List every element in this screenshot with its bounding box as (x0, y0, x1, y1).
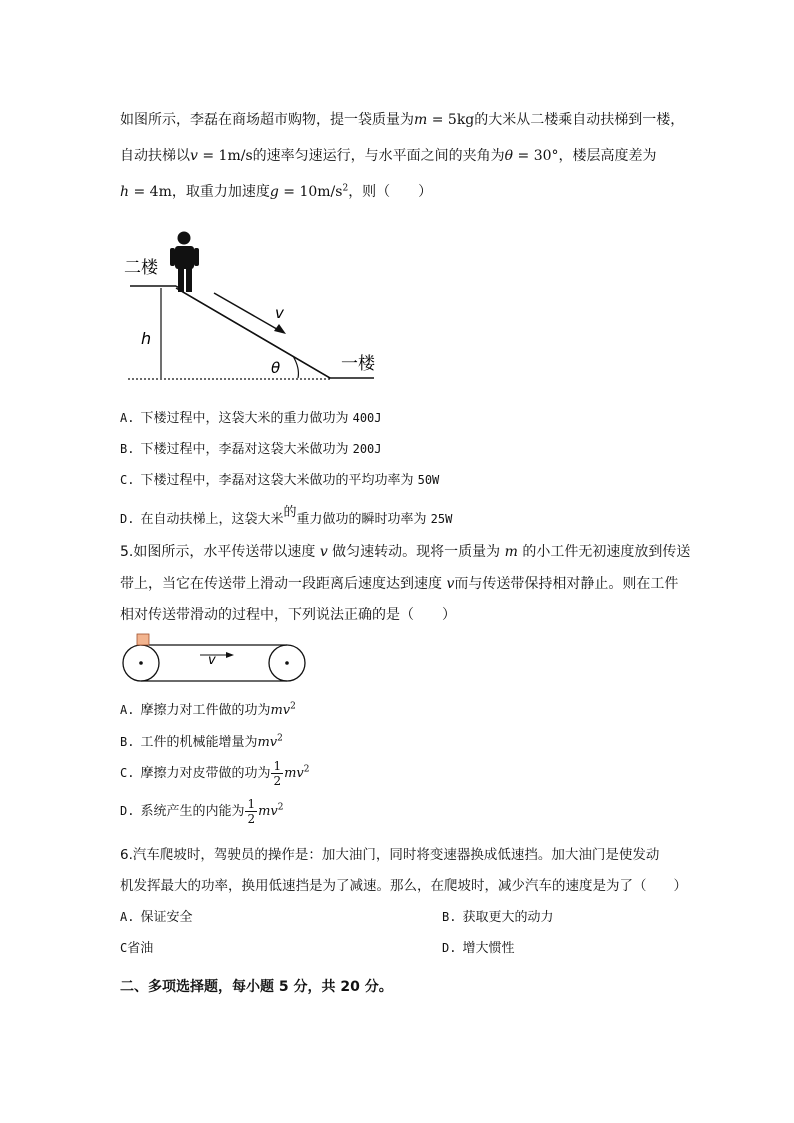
belt-velocity-arrow-icon (200, 652, 234, 658)
conveyor-figure (110, 626, 320, 688)
workpiece-block (137, 634, 149, 645)
h-label: h (141, 329, 152, 348)
q4-stem-line1: 如图所示，李磊在商场超市购物，提一袋质量为m = 5kg的大米从二楼乘自动扶梯到一楼， (120, 112, 685, 128)
v-label: v (275, 304, 284, 322)
q6-option-a: A. 保证安全 (120, 910, 193, 925)
q4-option-b: B. 下楼过程中，李磊对这袋大米做功为 200J (120, 442, 382, 457)
q5-stem-line3: 相对传送带滑动的过程中，下列说法正确的是（ ） (120, 607, 456, 623)
q5-option-c: C. 摩擦力对皮带做的功为 $\frac{1}{2}$ $mv^2$ (120, 759, 310, 788)
q5-option-b: B. 工件的机械能增量为$mv^2$ (120, 733, 283, 750)
floor1-label: 一楼 (341, 354, 375, 374)
q5-stem-line2: 带上，当它在传送带上滑动一段距离后速度达到速度 v而与传送带保持相对静止。则在工件 (120, 576, 679, 592)
q6-stem-line2: 机发挥最大的功率，换用低速挡是为了减速。那么，在爬坡时，减少汽车的速度是为了（ ） (120, 878, 687, 894)
q6-option-c: C省油 (120, 941, 154, 956)
q4-option-a: A. 下楼过程中，这袋大米的重力做功为 400J (120, 411, 382, 426)
q6-option-b: B. 获取更大的动力 (442, 910, 554, 925)
escalator-figure (0, 0, 794, 400)
q5-stem-line1: 5.如图所示，水平传送带以速度 v 做匀速转动。现将一质量为 m 的小工件无初速度放到传送 (120, 544, 691, 560)
q4-stem-line2: 自动扶梯以v = 1m/s的速率匀速运行，与水平面之间的夹角为θ = 30°，楼层高度差为 (120, 148, 657, 164)
person-icon (170, 232, 199, 293)
q5-option-a: A. 摩擦力对工件做的功为$mv^2$ (120, 701, 296, 718)
q4-option-c: C. 下楼过程中，李磊对这袋大米做功的平均功率为 50W (120, 473, 440, 488)
belt-v-label: v (208, 653, 216, 668)
q6-stem-line1: 6.汽车爬坡时，驾驶员的操作是：加大油门，同时将变速器换成低速挡。加大油门是使发动 (120, 847, 660, 863)
q5-option-d: D. 系统产生的内能为 $\frac{1}{2}$ $mv^2$ (120, 797, 284, 826)
fraction-half: $\frac{1}{2}$ (273, 759, 282, 788)
floor2-label: 二楼 (124, 258, 158, 278)
q4-option-d: D. 在自动扶梯上，这袋大米的重力做功的瞬时功率为 25W (120, 505, 453, 527)
q4-stem-line3: h = 4m，取重力加速度$g = 10m/s^2$，则（ ） (120, 183, 433, 200)
fraction-half: $\frac{1}{2}$ (247, 797, 256, 826)
q6-option-d: D. 增大惯性 (442, 941, 515, 956)
section-heading-multi-choice: 二、多项选择题，每小题 5 分，共 20 分。 (120, 979, 393, 995)
theta-label: θ (271, 359, 281, 377)
